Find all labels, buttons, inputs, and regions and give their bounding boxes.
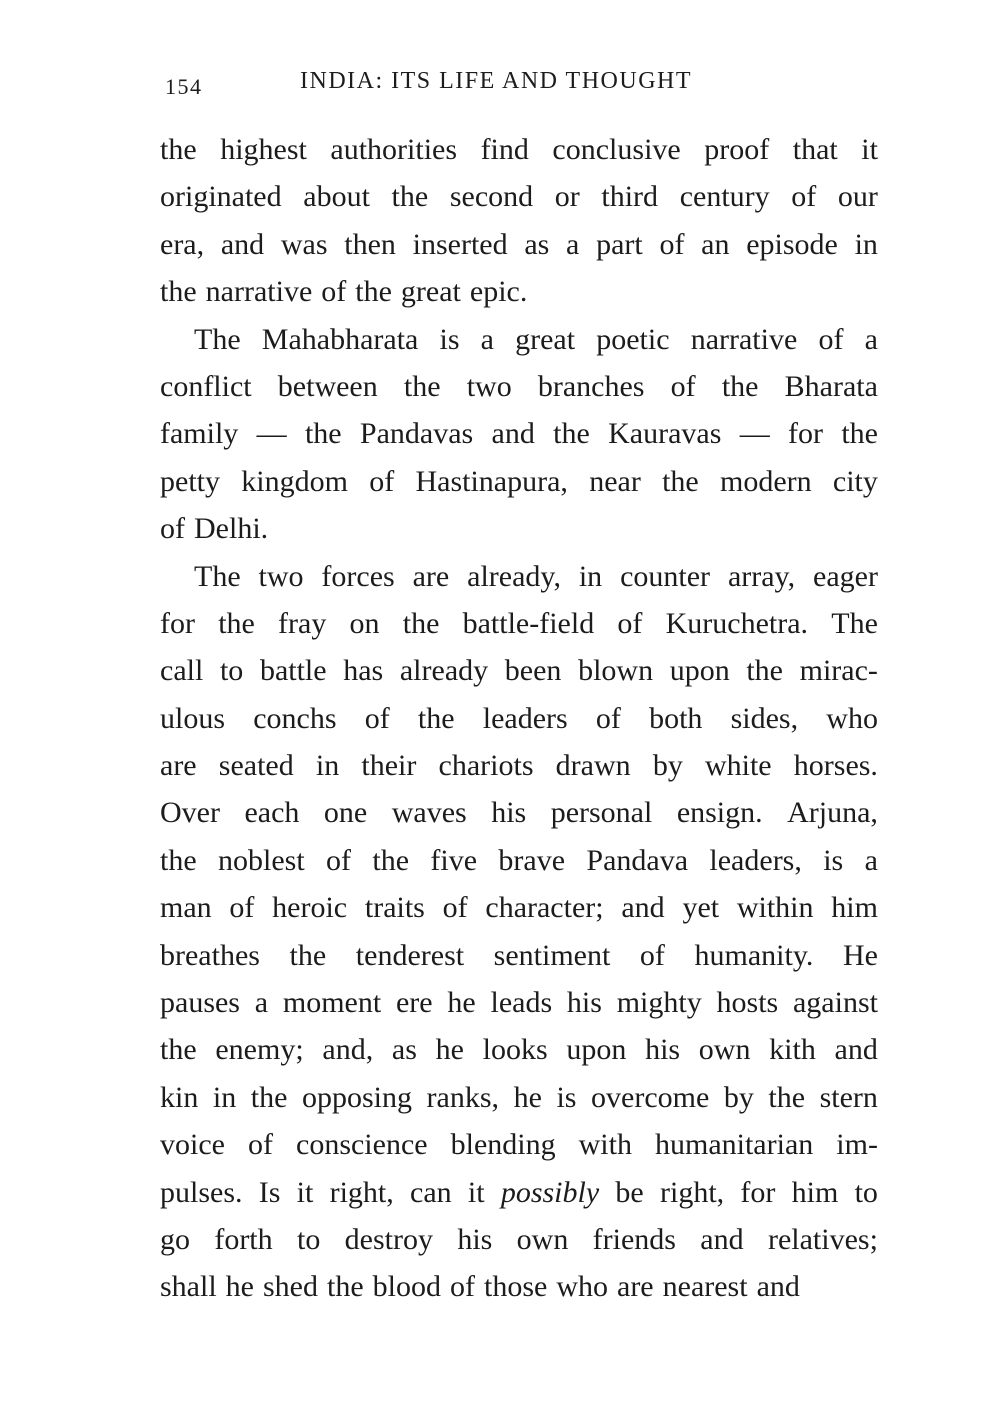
text-line: kin in the opposing ranks, he is overcome by the stern (160, 1080, 878, 1114)
text-line: Over each one waves his personal ensign. Arjuna, (160, 796, 878, 830)
text-line: originated about the second or third century of our (160, 180, 878, 214)
paragraph (160, 316, 880, 553)
text-line: voice of conscience blending with humanitarian im- (160, 1128, 878, 1162)
text-line: family — the Pandavas and the Kauravas — for the (160, 417, 878, 451)
body-text (160, 126, 880, 1311)
text-line: petty kingdom of Hastinapura, near the modern city (160, 464, 878, 498)
running-head (0, 68, 1000, 102)
text-line: the enemy; and, as he looks upon his own kith and (160, 1033, 878, 1067)
text-line: the highest authorities find conclusive proof that it (160, 133, 878, 166)
text-line: are seated in their chariots drawn by white horses. (160, 749, 878, 783)
text-line: breathes the tenderest sentiment of humanity. He (160, 938, 878, 972)
running-title: INDIA: ITS LIFE AND THOUGHT (300, 68, 693, 94)
text-line: pauses a moment ere he leads his mighty hosts against (160, 986, 878, 1020)
text-line: pulses. Is it right, can it possibly be right, for him to (160, 1175, 878, 1209)
paragraph (160, 126, 880, 316)
text-line: era, and was then inserted as a part of an episode in (160, 227, 878, 261)
page-number: 154 (165, 74, 203, 99)
text-line: of Delhi. (160, 512, 269, 546)
paragraph (160, 553, 880, 1311)
text-line: ulous conchs of the leaders of both sides, who (160, 701, 878, 735)
text-line: man of heroic traits of character; and yet within him (160, 891, 878, 925)
text-line: for the fray on the battle-field of Kuruchetra. The (160, 606, 878, 640)
text-line: shall he shed the blood of those who are nearest and (160, 1270, 800, 1304)
text-line: the narrative of the great epic. (160, 275, 528, 309)
text-line: The Mahabharata is a great poetic narrative of a (194, 322, 878, 356)
text-line: the noblest of the five brave Pandava leaders, is a (160, 843, 878, 877)
text-line: The two forces are already, in counter array, eager (194, 559, 878, 593)
text-line: go forth to destroy his own friends and relatives; (160, 1222, 878, 1256)
text-line: conflict between the two branches of the Bharata (160, 369, 878, 403)
text-line: call to battle has already been blown upon the mirac- (160, 654, 878, 688)
